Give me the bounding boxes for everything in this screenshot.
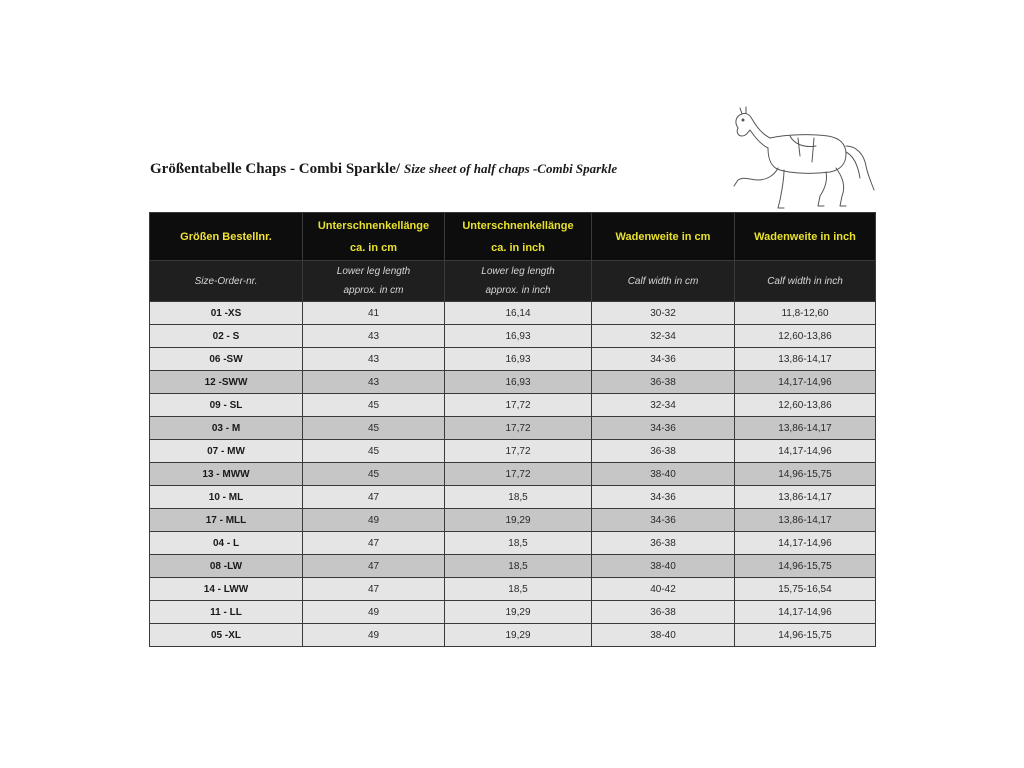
table-row [150,601,876,624]
cell-leg-length-inch: 18,5 [445,555,592,578]
table-row [150,532,876,555]
cell-leg-length-cm: 45 [303,440,445,463]
page-title [150,160,617,178]
cell-size-order: 02 - S [150,325,303,348]
cell-size-order: 03 - M [150,417,303,440]
cell-calf-width-cm: 32-34 [592,325,735,348]
cell-leg-length-inch: 19,29 [445,509,592,532]
cell-leg-length-cm: 47 [303,555,445,578]
cell-leg-length-cm: 47 [303,532,445,555]
subheader-calf-width-cm: Calf width in cm [592,261,735,302]
cell-leg-length-inch: 16,93 [445,371,592,394]
cell-calf-width-inch: 14,96-15,75 [735,555,876,578]
table-row [150,624,876,647]
table-row [150,486,876,509]
cell-calf-width-cm: 32-34 [592,394,735,417]
table-row [150,463,876,486]
cell-calf-width-cm: 30-32 [592,302,735,325]
cell-size-order: 04 - L [150,532,303,555]
cell-calf-width-cm: 36-38 [592,440,735,463]
cell-calf-width-cm: 34-36 [592,486,735,509]
size-table [149,212,876,647]
cell-size-order: 11 - LL [150,601,303,624]
cell-calf-width-cm: 38-40 [592,555,735,578]
cell-calf-width-cm: 36-38 [592,371,735,394]
table-body [150,302,876,647]
cell-calf-width-inch: 12,60-13,86 [735,325,876,348]
subheader-leg-length-cm: Lower leg length approx. in cm [303,261,445,302]
cell-leg-length-cm: 43 [303,348,445,371]
cell-leg-length-cm: 45 [303,417,445,440]
cell-leg-length-cm: 49 [303,624,445,647]
cell-calf-width-inch: 14,96-15,75 [735,624,876,647]
subheader-calf-width-inch: Calf width in inch [735,261,876,302]
cell-size-order: 09 - SL [150,394,303,417]
cell-leg-length-cm: 45 [303,463,445,486]
cell-leg-length-cm: 49 [303,601,445,624]
cell-size-order: 17 - MLL [150,509,303,532]
table-row [150,348,876,371]
cell-calf-width-inch: 13,86-14,17 [735,417,876,440]
cell-leg-length-inch: 18,5 [445,486,592,509]
table-row [150,417,876,440]
table-row [150,394,876,417]
header-size-order: Größen Bestellnr. [150,213,303,261]
cell-calf-width-inch: 14,17-14,96 [735,371,876,394]
cell-leg-length-cm: 49 [303,509,445,532]
cell-size-order: 10 - ML [150,486,303,509]
table-row [150,509,876,532]
cell-calf-width-cm: 34-36 [592,509,735,532]
cell-leg-length-cm: 47 [303,578,445,601]
table-row [150,325,876,348]
cell-calf-width-inch: 11,8-12,60 [735,302,876,325]
cell-leg-length-cm: 43 [303,371,445,394]
cell-calf-width-cm: 34-36 [592,348,735,371]
cell-size-order: 13 - MWW [150,463,303,486]
cell-leg-length-inch: 18,5 [445,532,592,555]
cell-calf-width-cm: 36-38 [592,532,735,555]
cell-leg-length-inch: 19,29 [445,624,592,647]
cell-calf-width-inch: 12,60-13,86 [735,394,876,417]
cell-leg-length-inch: 17,72 [445,463,592,486]
cell-leg-length-inch: 16,93 [445,348,592,371]
cell-calf-width-cm: 38-40 [592,624,735,647]
cell-calf-width-cm: 36-38 [592,601,735,624]
cell-size-order: 07 - MW [150,440,303,463]
cell-calf-width-inch: 14,17-14,96 [735,440,876,463]
header-calf-width-inch: Wadenweite in inch [735,213,876,261]
cell-size-order: 08 -LW [150,555,303,578]
header-row-german [150,213,876,261]
cell-size-order: 14 - LWW [150,578,303,601]
subheader-size-order: Size-Order-nr. [150,261,303,302]
header-leg-length-cm: Unterschnenkellänge ca. in cm [303,213,445,261]
table-row [150,578,876,601]
cell-leg-length-inch: 17,72 [445,440,592,463]
title-english: Size sheet of half chaps -Combi Sparkle [404,161,618,176]
cell-leg-length-cm: 43 [303,325,445,348]
cell-leg-length-inch: 19,29 [445,601,592,624]
table-row [150,302,876,325]
cell-leg-length-cm: 41 [303,302,445,325]
cell-leg-length-inch: 18,5 [445,578,592,601]
cell-calf-width-inch: 14,17-14,96 [735,532,876,555]
cell-calf-width-cm: 34-36 [592,417,735,440]
table-row [150,555,876,578]
title-german: Größentabelle Chaps - Combi Sparkle/ [150,161,401,177]
horse-sketch-icon [728,106,876,212]
cell-size-order: 12 -SWW [150,371,303,394]
subheader-leg-length-inch: Lower leg length approx. in inch [445,261,592,302]
cell-size-order: 01 -XS [150,302,303,325]
cell-leg-length-inch: 17,72 [445,394,592,417]
table-row [150,371,876,394]
cell-size-order: 06 -SW [150,348,303,371]
cell-calf-width-inch: 14,96-15,75 [735,463,876,486]
cell-calf-width-inch: 13,86-14,17 [735,348,876,371]
cell-calf-width-inch: 15,75-16,54 [735,578,876,601]
cell-leg-length-inch: 16,93 [445,325,592,348]
cell-calf-width-cm: 40-42 [592,578,735,601]
cell-calf-width-inch: 13,86-14,17 [735,509,876,532]
cell-calf-width-inch: 14,17-14,96 [735,601,876,624]
cell-leg-length-cm: 47 [303,486,445,509]
header-leg-length-inch: Unterschnenkellänge ca. in inch [445,213,592,261]
cell-calf-width-inch: 13,86-14,17 [735,486,876,509]
cell-calf-width-cm: 38-40 [592,463,735,486]
cell-leg-length-cm: 45 [303,394,445,417]
header-calf-width-cm: Wadenweite in cm [592,213,735,261]
cell-leg-length-inch: 17,72 [445,417,592,440]
cell-size-order: 05 -XL [150,624,303,647]
header-row-english [150,261,876,302]
table-row [150,440,876,463]
cell-leg-length-inch: 16,14 [445,302,592,325]
